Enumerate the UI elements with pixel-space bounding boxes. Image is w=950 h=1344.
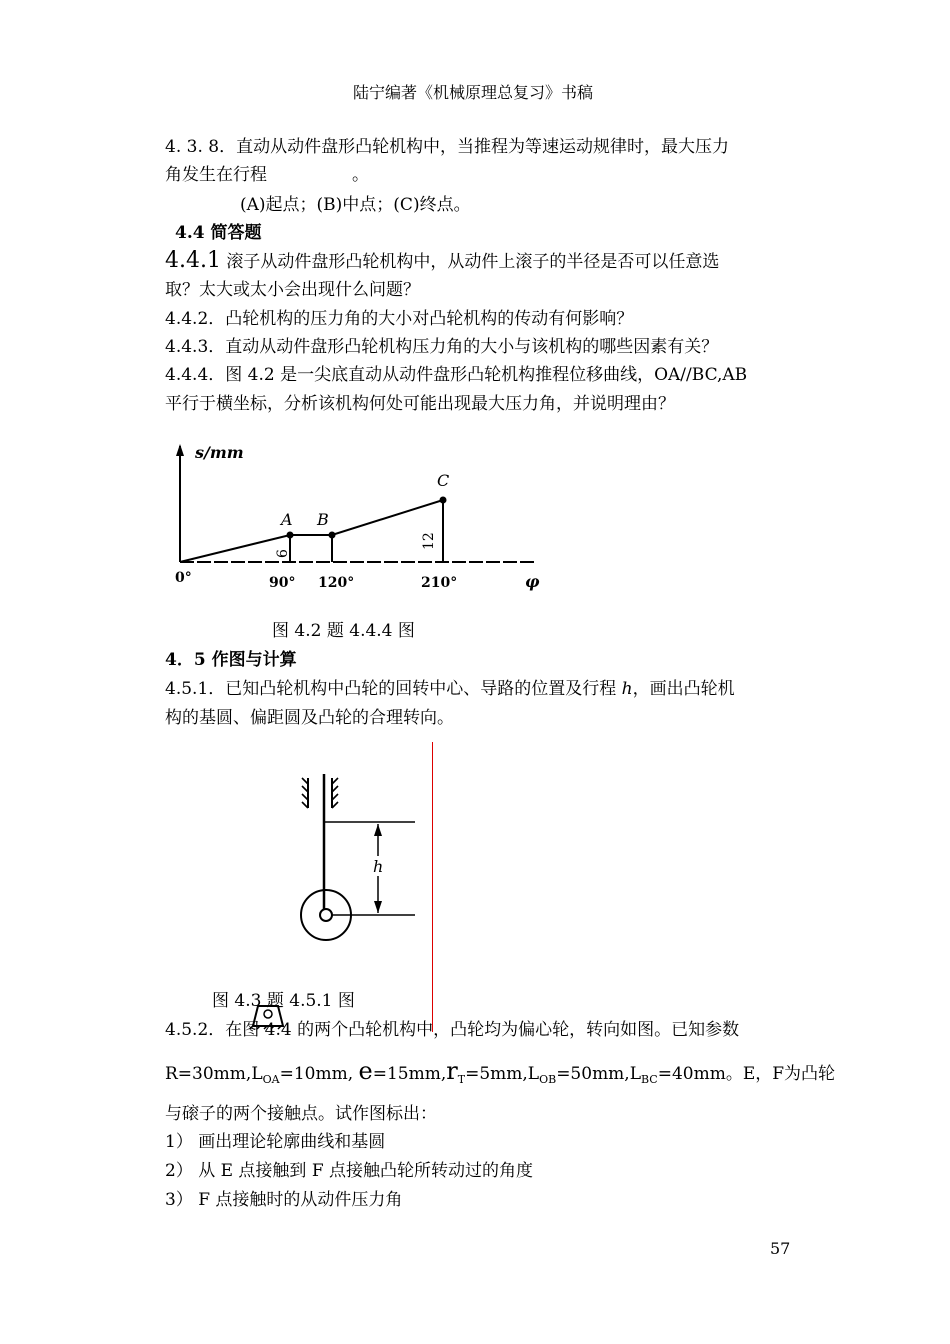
param-ob-sub: OB xyxy=(539,1073,557,1086)
question-4-5-2-line3: 与磙子的两个接触点。试作图标出： xyxy=(165,1104,437,1124)
task-item-1: 1） 画出理论轮廓曲线和基圆 xyxy=(165,1132,386,1152)
red-margin-line xyxy=(432,742,433,1032)
point-c xyxy=(440,497,447,504)
task-item-2: 2） 从 E 点接触到 F 点接触凸轮所转动过的角度 xyxy=(165,1161,534,1181)
question-4-4-1-line1 xyxy=(165,250,719,273)
question-4-5-1-text: 4.5.1．已知凸轮机构中凸轮的回转中心、导路的位置及行程 xyxy=(165,679,622,699)
param-e-val: =15mm, xyxy=(372,1064,447,1084)
x-axis-label: φ xyxy=(525,572,540,591)
x-tick-0: 0° xyxy=(175,570,192,586)
point-a xyxy=(287,532,294,539)
section-4-4-heading: 4.4 简答题 xyxy=(175,223,262,243)
param-oa: =10mm, xyxy=(279,1064,359,1084)
h-arrow-bottom xyxy=(374,901,382,913)
question-4-3-8-line1: 4. 3. 8．直动从动件盘形凸轮机构中，当推程为等速运动规律时，最大压力 xyxy=(165,137,730,157)
param-rt: r xyxy=(446,1057,458,1085)
question-4-3-8-options: (A)起点；(B)中点；(C)终点。 xyxy=(240,195,471,215)
stroke-variable: h xyxy=(621,679,633,699)
x-tick-120: 120° xyxy=(318,575,355,591)
page-number: 57 xyxy=(770,1239,791,1258)
question-4-3-8-line2: 角发生在行程 。 xyxy=(165,165,369,185)
h-label: h xyxy=(373,857,384,876)
roller-pin xyxy=(320,909,332,921)
figure-4-2-displacement-curve xyxy=(165,440,545,600)
param-r: R=30mm,L xyxy=(165,1064,263,1084)
point-b-label: B xyxy=(317,510,329,529)
question-4-5-2-line1: 4.5.2．在图 4.4 的两个凸轮机构中，凸轮均为偏心轮，转向如图。已知参数 xyxy=(165,1020,740,1040)
param-bc: =40mm。E，F为凸轮 xyxy=(657,1064,836,1084)
y-axis-label: s/mm xyxy=(195,443,244,462)
param-bc-sub: BC xyxy=(641,1073,658,1086)
figure-4-3-cam-mechanism xyxy=(290,770,470,970)
dim-a-label: 6 xyxy=(275,549,291,558)
question-4-4-1-text: 滚子从动件盘形凸轮机构中，从动件上滚子的半径是否可以任意选 xyxy=(220,252,720,272)
figure-4-2-caption: 图 4.2 题 4.4.4 图 xyxy=(272,621,415,641)
point-b xyxy=(329,532,336,539)
task-item-3: 3） F 点接触时的从动件压力角 xyxy=(165,1190,403,1210)
param-oa-sub: OA xyxy=(262,1073,280,1086)
question-4-5-1-line2: 构的基圆、偏距圆及凸轮的合理转向。 xyxy=(165,708,454,728)
question-4-4-1-number: 4.4.1 xyxy=(165,248,221,273)
x-tick-210: 210° xyxy=(421,575,458,591)
param-e: e xyxy=(358,1057,373,1085)
displacement-curve xyxy=(180,500,443,562)
point-c-label: C xyxy=(437,471,450,490)
question-4-4-3: 4.4.3．直动从动件盘形凸轮机构压力角的大小与该机构的哪些因素有关？ xyxy=(165,337,719,357)
question-4-4-1-line2: 取？太大或太小会出现什么问题？ xyxy=(165,280,420,300)
question-4-5-1-text-end: ，画出凸轮机 xyxy=(632,679,735,699)
question-4-5-2-params xyxy=(165,1057,836,1091)
question-4-5-1-line1 xyxy=(165,678,735,700)
question-4-4-2: 4.4.2．凸轮机构的压力角的大小对凸轮机构的传动有何影响？ xyxy=(165,309,634,329)
dim-c-label: 12 xyxy=(421,532,437,550)
question-4-4-4-line1: 4.4.4．图 4.2 是一尖底直动从动件盘形凸轮机构推程位移曲线，OA//BC,AB xyxy=(165,365,748,385)
h-arrow-top xyxy=(374,824,382,836)
param-ob: =50mm,L xyxy=(556,1064,641,1084)
param-rt-val: =5mm,L xyxy=(465,1064,540,1084)
section-4-5-heading: 4．5 作图与计算 xyxy=(165,650,297,670)
x-tick-90: 90° xyxy=(269,575,296,591)
question-4-4-4-line2: 平行于横坐标，分析该机构何处可能出现最大压力角，并说明理由？ xyxy=(165,394,675,414)
y-axis-arrow xyxy=(176,444,184,456)
param-t-sub: T xyxy=(457,1073,466,1086)
figure-4-3-caption: 图 4.3 题 4.5.1 图 xyxy=(212,991,355,1011)
page-header: 陆宁编著《机械原理总复习》书稿 xyxy=(353,83,594,102)
point-a-label: A xyxy=(281,510,293,529)
